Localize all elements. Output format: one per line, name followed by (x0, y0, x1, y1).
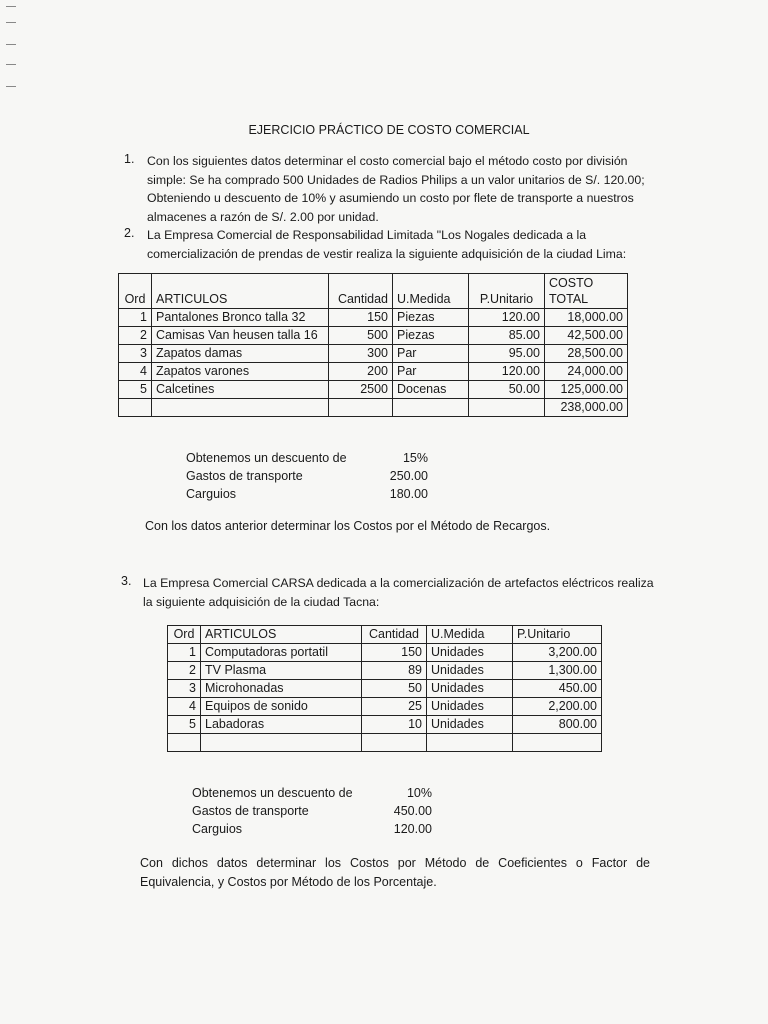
header-cell: P.Unitario (513, 626, 602, 644)
table-cell: Unidades (427, 716, 513, 734)
table-cell: 1 (119, 309, 152, 327)
header-cell: P.Unitario (469, 274, 545, 309)
table-row (168, 662, 602, 680)
table-cell: Par (393, 345, 469, 363)
table-cell: 2 (119, 327, 152, 345)
table-row (168, 698, 602, 716)
text-line: la siguiente adquisición de la ciudad Tacna: (143, 594, 380, 609)
table-cell: Unidades (427, 698, 513, 716)
summary-value: 10% (406, 786, 432, 800)
scan-mark (6, 64, 16, 65)
table-cell: Zapatos varones (152, 363, 329, 381)
text-line: Obteniendo u descuento de 10% y asumiendo un costo por flete de transporte a nuestros (147, 191, 634, 205)
table-cell: Par (393, 363, 469, 381)
table-row (168, 644, 602, 662)
text-line: La Empresa Comercial de Responsabilidad Limitada "Los Nogales dedicada a la (147, 228, 587, 242)
table-cell: 5 (168, 716, 201, 734)
table-cell (469, 399, 545, 417)
table-row (119, 327, 628, 345)
table-cell: Calcetines (152, 381, 329, 399)
summary-label: Gastos de transporte (192, 804, 309, 818)
table-cell (427, 734, 513, 752)
table-cell: Piezas (393, 309, 469, 327)
summary-value: 180.00 (389, 487, 428, 501)
text-line: comercialización de prendas de vestir realiza la siguiente adquisición de la ciudad Lima: (147, 246, 627, 261)
header-cell: ARTICULOS (152, 274, 329, 309)
table-cell: 3,200.00 (513, 644, 602, 662)
page-title: EJERCICIO PRÁCTICO DE COSTO COMERCIAL (248, 123, 530, 137)
text-line: simple: Se ha comprado 500 Unidades de Radios Philips a un valor unitarios de S/. 120.00; (147, 172, 645, 187)
table-cell: 2500 (329, 381, 393, 399)
header-cell: Cantidad (362, 626, 427, 644)
table-cell: Labadoras (201, 716, 362, 734)
table-cell (201, 734, 362, 752)
table-cell (119, 399, 152, 417)
summary-value: 450.00 (393, 804, 432, 818)
table-cell: 2 (168, 662, 201, 680)
table-cell (362, 734, 427, 752)
table-header-row (119, 274, 628, 309)
table-cell: Zapatos damas (152, 345, 329, 363)
table-cell: Piezas (393, 327, 469, 345)
table-cell: 150 (362, 644, 427, 662)
exercise-2-summary (186, 449, 428, 505)
table-cell: Camisas Van heusen talla 16 (152, 327, 329, 345)
header-cell: U.Medida (393, 274, 469, 309)
table-cell: Unidades (427, 644, 513, 662)
table-cell: Computadoras portatil (201, 644, 362, 662)
table-total-row (119, 399, 628, 417)
header-cell: Cantidad (329, 274, 393, 309)
table-header-row (168, 626, 602, 644)
table-cell: TV Plasma (201, 662, 362, 680)
table-row (119, 309, 628, 327)
exercise-3-instruction (140, 854, 650, 891)
exercise-2-text (147, 226, 662, 263)
table-cell: 120.00 (469, 309, 545, 327)
table-row (168, 680, 602, 698)
table-cell: 125,000.00 (545, 381, 628, 399)
table-cell: 500 (329, 327, 393, 345)
text-line: almacenes a razón de S/. 2.00 por unidad. (147, 209, 379, 224)
summary-value: 250.00 (389, 469, 428, 483)
table-cell: 120.00 (469, 363, 545, 381)
exercise-number: 1. (124, 152, 135, 166)
summary-label: Obtenemos un descuento de (186, 451, 347, 465)
table-cell: 50.00 (469, 381, 545, 399)
table-cell: 5 (119, 381, 152, 399)
table-cell: Microhonadas (201, 680, 362, 698)
exercise-3-summary (192, 784, 432, 840)
scan-mark (6, 44, 16, 45)
table-cell: 800.00 (513, 716, 602, 734)
scan-mark (6, 86, 16, 87)
table-cell: Unidades (427, 662, 513, 680)
purchase-table-tacna (167, 625, 602, 752)
table-row (119, 363, 628, 381)
table-cell: 25 (362, 698, 427, 716)
table-cell: 1 (168, 644, 201, 662)
table-cell: 150 (329, 309, 393, 327)
table-cell (152, 399, 329, 417)
table-empty-row (168, 734, 602, 752)
text-line: La Empresa Comercial CARSA dedicada a la comercialización de artefactos eléctricos realiza (143, 576, 654, 590)
table-cell: 1,300.00 (513, 662, 602, 680)
exercise-3-text (143, 574, 663, 611)
table-cell: 42,500.00 (545, 327, 628, 345)
table-cell: 4 (168, 698, 201, 716)
table-cell: 24,000.00 (545, 363, 628, 381)
exercise-number: 2. (124, 226, 135, 240)
table-cell: Unidades (427, 680, 513, 698)
purchase-table-lima (118, 273, 628, 417)
header-cell (545, 274, 628, 309)
table-row (119, 345, 628, 363)
header-cell: U.Medida (427, 626, 513, 644)
table-cell: 95.00 (469, 345, 545, 363)
table-cell: Docenas (393, 381, 469, 399)
text-line: Con dichos datos determinar los Costos por Método de Coeficientes o Factor de (140, 856, 650, 870)
table-cell: 450.00 (513, 680, 602, 698)
header-cell-line: COSTO (549, 276, 594, 290)
table-cell: 4 (119, 363, 152, 381)
exercise-1-text (147, 152, 662, 226)
table-cell: 300 (329, 345, 393, 363)
table-cell: 3 (119, 345, 152, 363)
summary-label: Obtenemos un descuento de (192, 786, 353, 800)
table-cell: 28,500.00 (545, 345, 628, 363)
table-cell: 89 (362, 662, 427, 680)
table-row (119, 381, 628, 399)
text-line: Equivalencia, y Costos por Método de los Porcentaje. (140, 874, 437, 889)
exercise-2-instruction: Con los datos anterior determinar los Costos por el Método de Recargos. (145, 519, 551, 533)
table-cell: 3 (168, 680, 201, 698)
table-cell: Equipos de sonido (201, 698, 362, 716)
table-cell: Pantalones Bronco talla 32 (152, 309, 329, 327)
table-cell (329, 399, 393, 417)
summary-value: 120.00 (393, 822, 432, 836)
summary-label: Carguios (186, 487, 237, 501)
table-cell (513, 734, 602, 752)
scan-mark (6, 6, 16, 7)
header-cell: Ord (168, 626, 201, 644)
summary-value: 15% (402, 451, 428, 465)
table-cell: 10 (362, 716, 427, 734)
table-cell: 2,200.00 (513, 698, 602, 716)
text-line: Con los siguientes datos determinar el costo comercial bajo el método costo por división (147, 154, 628, 168)
table-cell: 85.00 (469, 327, 545, 345)
header-cell-line: TOTAL (549, 292, 589, 306)
table-cell: 18,000.00 (545, 309, 628, 327)
table-cell (393, 399, 469, 417)
scan-mark (6, 22, 16, 23)
table-cell (168, 734, 201, 752)
table-cell: 50 (362, 680, 427, 698)
header-cell: Ord (119, 274, 152, 309)
exercise-number: 3. (121, 574, 132, 588)
table-cell: 200 (329, 363, 393, 381)
table-row (168, 716, 602, 734)
summary-label: Carguios (192, 822, 243, 836)
table-total-cell: 238,000.00 (545, 399, 628, 417)
summary-label: Gastos de transporte (186, 469, 303, 483)
header-cell: ARTICULOS (201, 626, 362, 644)
